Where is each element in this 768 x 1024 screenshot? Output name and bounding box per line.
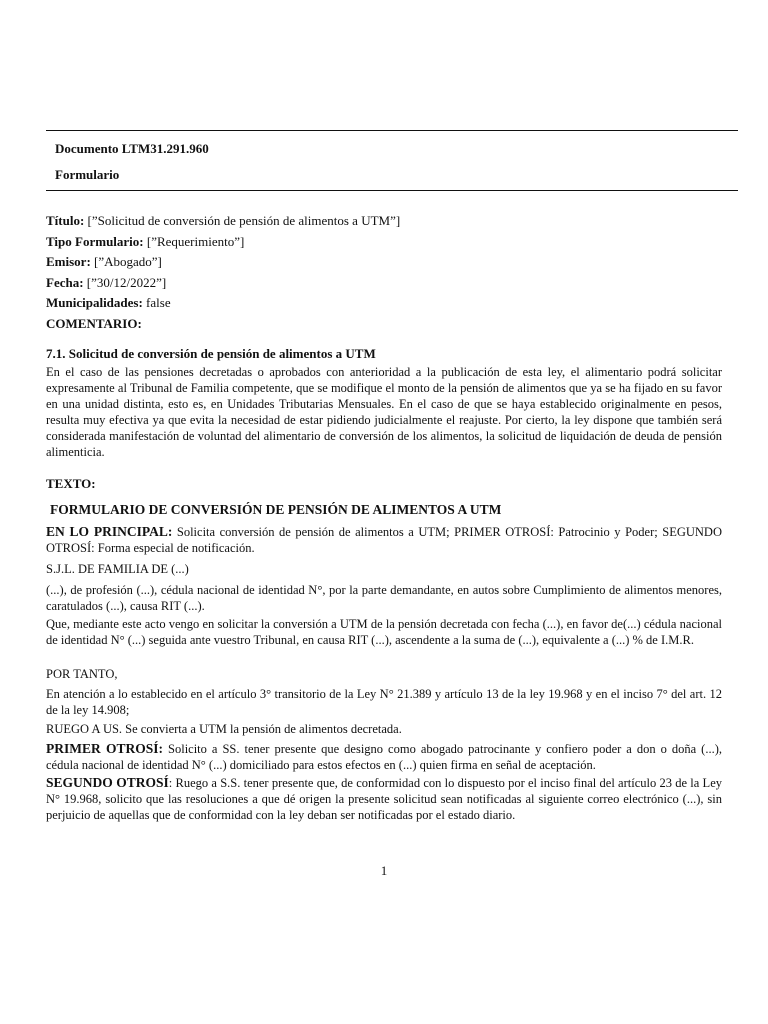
meta-title-value: [”Solicitud de conversión de pensión de alimentos a UTM”] [87, 213, 401, 228]
meta-form-type-label: Tipo Formulario: [46, 234, 144, 249]
meta-municipalities-value: false [146, 295, 171, 310]
texto-heading: TEXTO: [46, 476, 96, 491]
meta-issuer-label: Emisor: [46, 254, 91, 269]
meta-date-label: Fecha: [46, 275, 84, 290]
principal-label: EN LO PRINCIPAL: [46, 524, 173, 539]
primer-otrosi-label: PRIMER OTROSÍ: [46, 741, 164, 756]
section-title: 7.1. Solicitud de conversión de pensión de alimentos a UTM [46, 346, 376, 361]
por-tanto: POR TANTO, [46, 667, 118, 681]
paragraph-3: En atención a lo establecido en el artículo 3° transitorio de la Ley N° 21.389 y artículo 13 de la ley 19.968 y en el inciso 7° del art. 12 de la ley 14.908; [46, 687, 722, 717]
meta-title [46, 213, 400, 229]
comentario-heading: COMENTARIO: [46, 316, 142, 331]
page-number: 1 [380, 863, 388, 878]
form-title: FORMULARIO DE CONVERSIÓN DE PENSIÓN DE ALIMENTOS A UTM [50, 502, 502, 517]
primer-otrosi-text: Solicito a SS. tener presente que designo como abogado patrocinante y confiero poder a don o doña (...), cédula nacional de identidad N° (...) domiciliado para estos efectos en (...) quien firma en señal de aceptación. [46, 742, 722, 772]
meta-municipalities-label: Municipalidades: [46, 295, 143, 310]
document-id: Documento LTM31.291.960 [55, 141, 209, 156]
meta-issuer [46, 254, 162, 270]
meta-form-type-value: [”Requerimiento”] [146, 234, 245, 249]
principal-text: Solicita conversión de pensión de alimentos a UTM; PRIMER OTROSÍ: Patrocinio y Poder; SEGUNDO OTROSÍ: Forma especial de notificación. [46, 525, 722, 555]
paragraph-2: Que, mediante este acto vengo en solicitar la conversión a UTM de la pensión decretada con fecha (...), en favor de(...) cédula nacional de identidad N° (...) seguida ante vuestro Tribunal, en causa RIT (...), ascendente a la suma de (...), equivalente a (...) % de I.M.R. [46, 617, 722, 647]
principal-paragraph [46, 524, 722, 556]
document-type: Formulario [55, 167, 120, 182]
meta-date-value: [”30/12/2022”] [86, 275, 167, 290]
meta-date [46, 275, 166, 291]
ruego-line: RUEGO A US. Se convierta a UTM la pensión de alimentos decretada. [46, 722, 402, 736]
sjl-line: S.J.L. DE FAMILIA DE (...) [46, 562, 189, 576]
header-bottom-rule [46, 190, 738, 191]
meta-form-type [46, 234, 244, 250]
meta-issuer-value: [”Abogado”] [94, 254, 162, 269]
segundo-otrosi-text: : Ruego a S.S. tener presente que, de conformidad con lo dispuesto por el inciso final del artículo 23 de la Ley N° 19.968, solicito que las resoluciones a que dé origen la presente solicitud sean notificadas al siguiente correo electrónico (...), sin perjuicio de aquellas que de conformidad con la ley deban ser notificadas por el estado diario. [46, 776, 722, 822]
meta-title-label: Título: [46, 213, 85, 228]
segundo-otrosi-paragraph [46, 775, 722, 823]
segundo-otrosi-label: SEGUNDO OTROSÍ [46, 775, 169, 790]
top-rule [46, 130, 738, 131]
primer-otrosi-paragraph [46, 741, 722, 773]
comentario-body: En el caso de las pensiones decretadas o aprobados con anterioridad a la publicación de esta ley, el alimentario podrá solicitar expresamente al Tribunal de Familia competente, que se modifique el monto de la pensión de alimentos que ya se ha fijado en su favor en una unidad distinta, esto es, en Unidades Tributarias Mensuales. En el caso de que se haya establecido originalmente en pesos, resulta muy efectiva ya que evita la necesidad de estar pidiendo judicialmente el reajuste. Por cierto, la ley dispone que también será considerada manifestación de voluntad del alimentario de conversión de los alimentos, la solicitud de liquidación de deuda de pensión alimenticia. [46, 365, 722, 459]
paragraph-1: (...), de profesión (...), cédula nacional de identidad N°, por la parte demandante, en autos sobre Cumplimiento de alimentos menores, caratulados (...), causa RIT (...). [46, 583, 722, 613]
meta-municipalities [46, 295, 171, 311]
